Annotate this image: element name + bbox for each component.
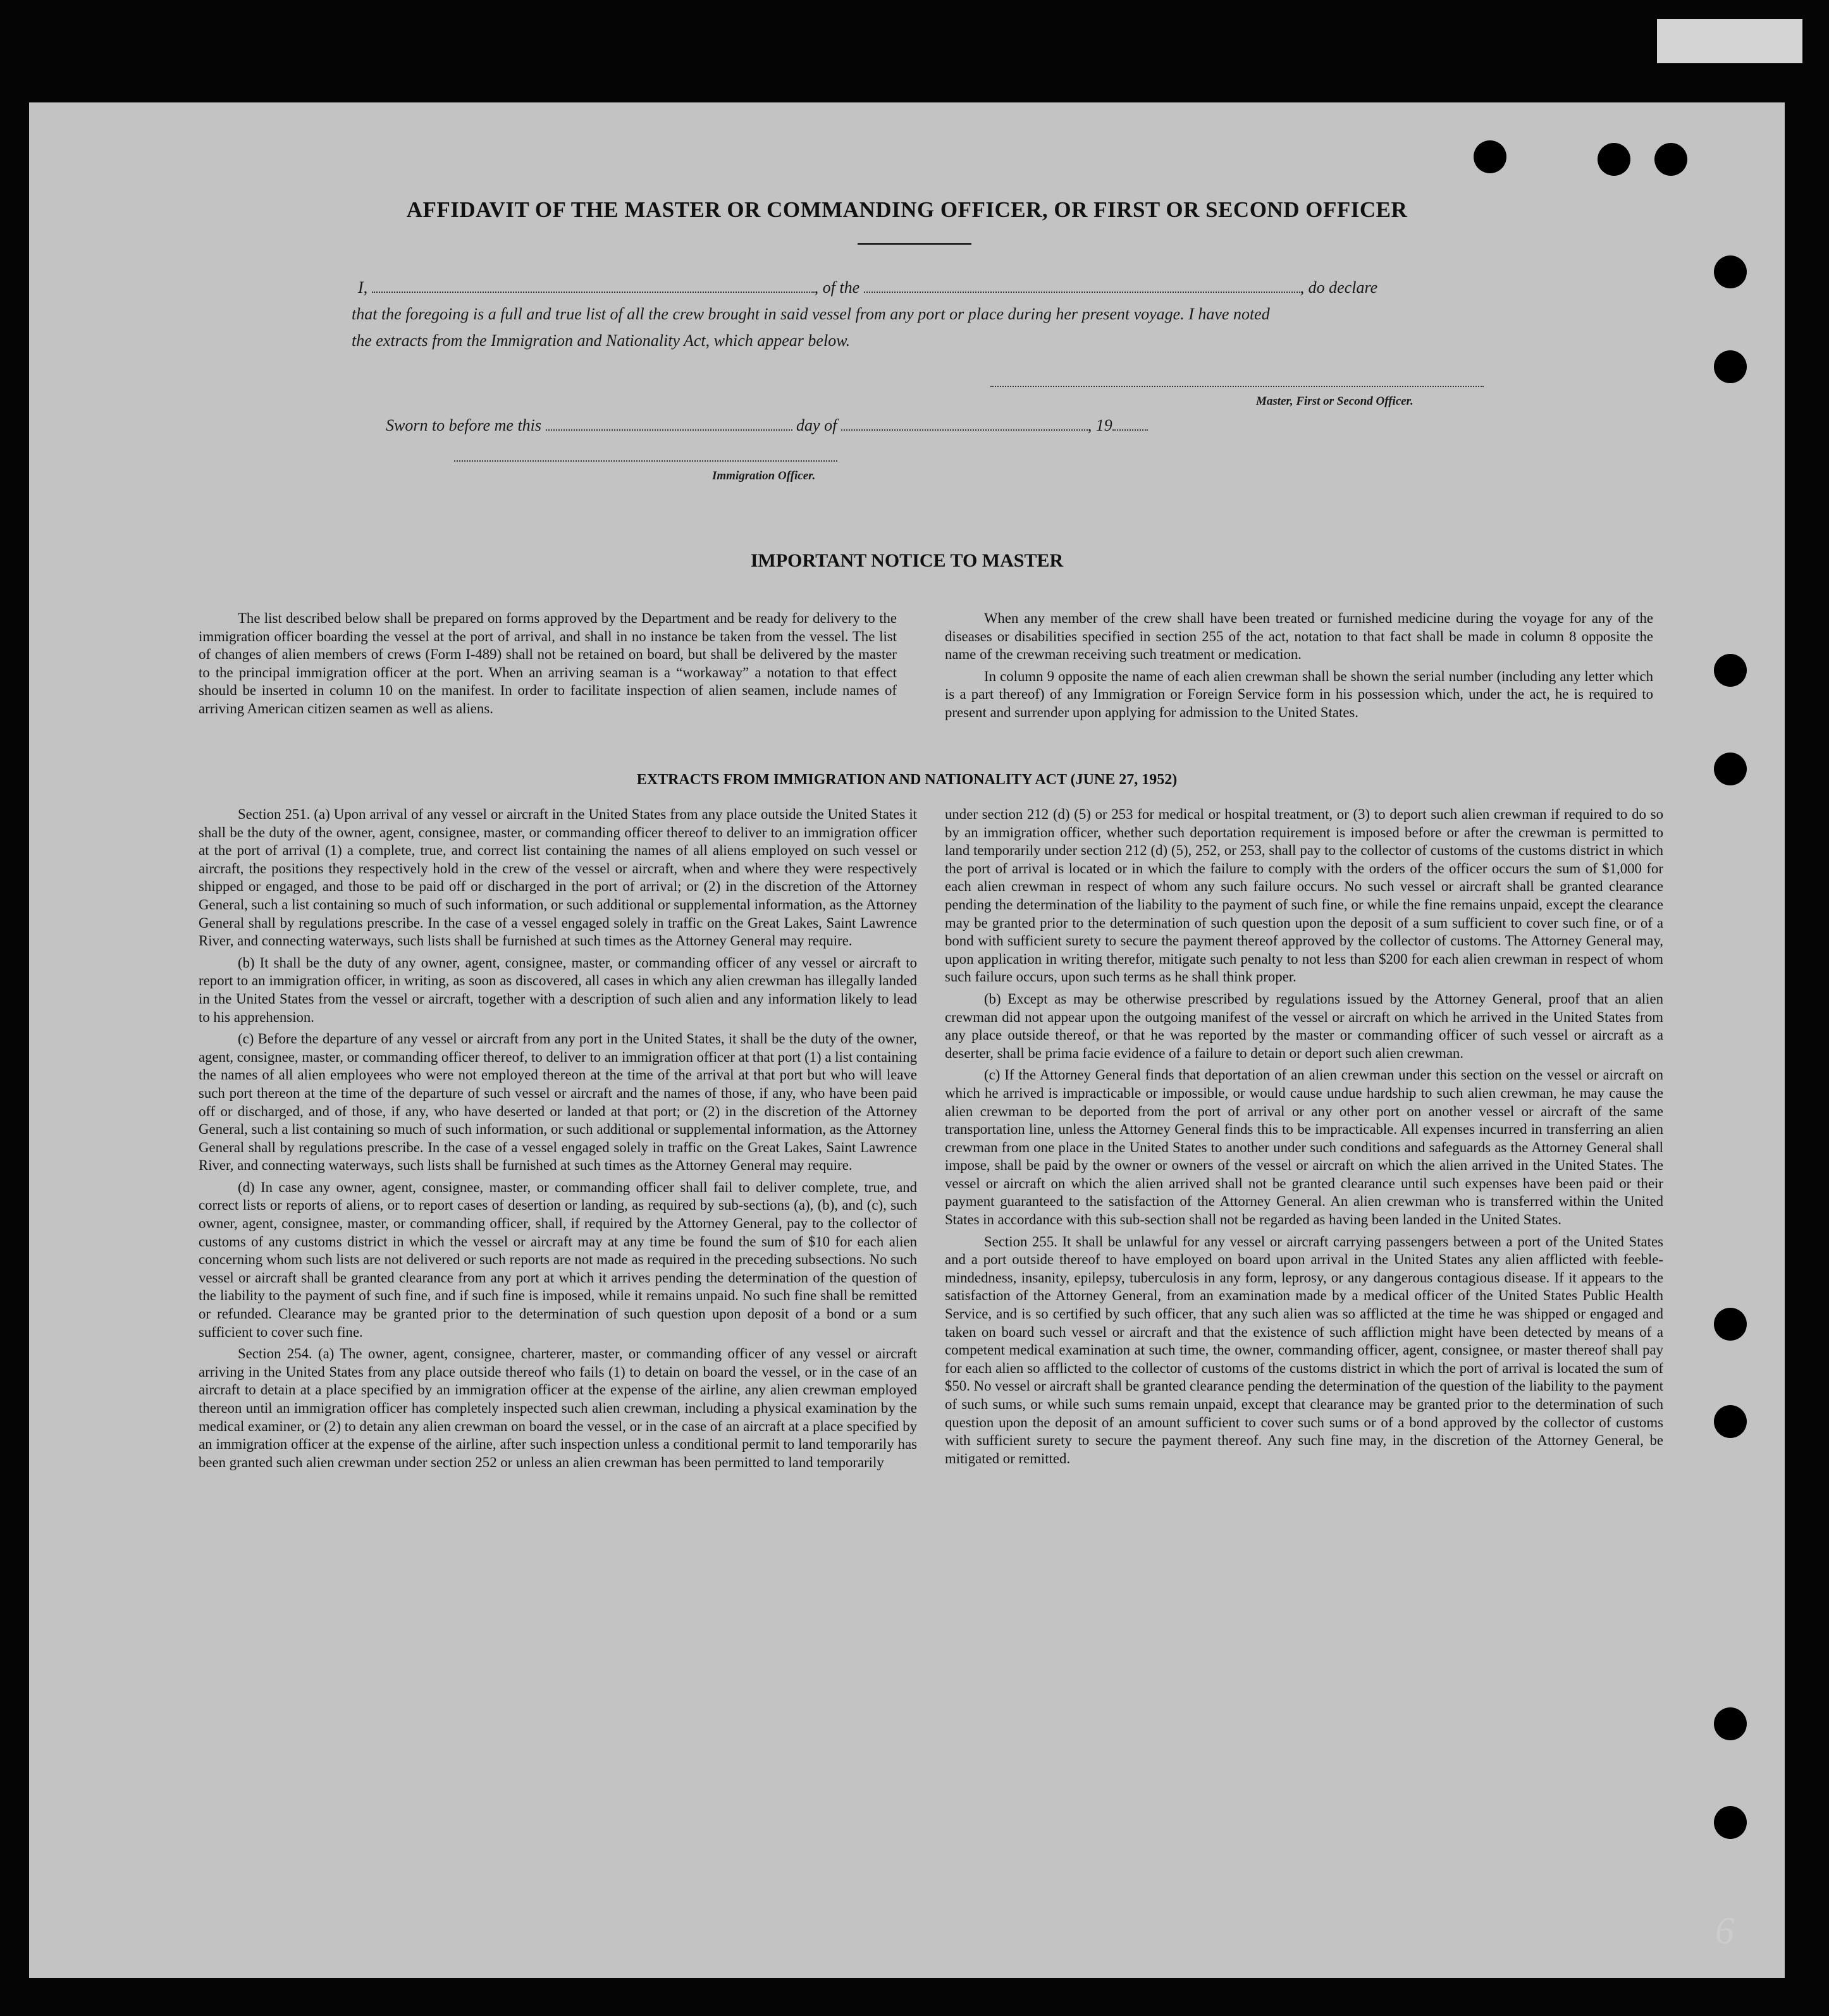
section-254-c: (c) If the Attorney General finds that deportation of an alien crewman under this section on the vessel or aircraft on which he arrived is impracticable or impossible, or would cause undue hardship to such alien crewman, he may cause the alien crewman to be deported from the port of arrival or any other port on another vessel or aircraft of the same transportation line, unless the Attorney General finds this to be impracticable. All expenses incurred in transferring an alien crewman from one place in the United States to another under such conditions and safeguards as the Attorney General shall impose, shall be paid by the owner or owners of the vessel or aircraft on which the alien arrived in the United States. The vessel or aircraft on which the alien arrived shall not be granted clearance until such expenses have been paid or their payment guaranteed to the satisfaction of the Attorney General. An alien crewman who is transferred within the United States in accordance with this sub-section shall not be regarded as having been landed in the United States. bbox=[945, 1067, 1663, 1228]
punch-hole bbox=[1714, 1806, 1747, 1839]
extracts-left-column bbox=[199, 806, 917, 1475]
handwritten-page-mark: 6 bbox=[1715, 1910, 1734, 1951]
section-254-a-continued: under section 212 (d) (5) or 253 for medical or hospital treatment, or (3) to deport such alien crewman if required to do so by an immigration officer, whether such deportation requirement is imposed before or after the crewman is permitted to land temporarily under section 212 (d) (5), 252, or 253, shall pay to the collector of customs of the customs district in which the port of arrival is located or in which the failure to comply with the orders of the officer occurs the sum of $1,000 for each alien crewman in respect of whom any such failure occurs. No such vessel or aircraft shall be granted clearance pending the determination of the liability to the payment of such fine, or while the fine remains unpaid, except the clearance may be granted prior to the determination of such question upon the deposit of a sum sufficient to cover such fine, or of a bond with sufficient surety to secure the payment thereof approved by the collector of customs. The Attorney General may, upon application in writing therefor, mitigate such penalty to not less than $200 for each alien crewman in respect of whom such failure occurs, upon such terms as he shall think proper. bbox=[945, 806, 1663, 985]
notice-right-paragraph-2: In column 9 opposite the name of each alien crewman shall be shown the serial number (including any letter which is a part thereof) of any Immigration or Foreign Service form in his possession which, under the act, he is required to present and surrender upon applying for admission to the United States. bbox=[945, 668, 1653, 720]
title-underline bbox=[858, 243, 971, 245]
sworn-year-field[interactable] bbox=[1112, 421, 1148, 431]
vessel-field-line[interactable] bbox=[864, 283, 1300, 293]
extracts-right-column bbox=[945, 806, 1663, 1472]
section-254-a: Section 254. (a) The owner, agent, consignee, charterer, master, or commanding officer of any vessel or aircraft arriving in the United States from any place outside thereof who fails (1) to detain on board the vessel, or in the case of an aircraft to detain at a place specified by an immigration officer at the expense of the airline, any alien crewman employed thereon until an immigration officer has completely inspected such alien crewman, including a physical examination by the medical examiner, or (2) to detain any alien crewman on board the vessel, or in the case of an aircraft at a place specified by an immigration officer at the expense of the airline, after such inspection unless a conditional permit to land temporarily has been granted such alien crewman under section 252 or unless an alien crewman has been permitted to land temporarily bbox=[199, 1346, 917, 1470]
punch-hole bbox=[1598, 143, 1630, 176]
notice-left-column bbox=[199, 610, 897, 722]
year-label: 19 bbox=[1095, 416, 1112, 434]
document-page bbox=[29, 102, 1785, 1978]
punch-hole bbox=[1714, 654, 1747, 687]
sworn-month-field[interactable] bbox=[841, 421, 1088, 431]
extracts-title: EXTRACTS FROM IMMIGRATION AND NATIONALITY ACT (JUNE 27, 1952) bbox=[636, 771, 1178, 788]
notice-title: IMPORTANT NOTICE TO MASTER bbox=[750, 550, 1064, 571]
section-254-b: (b) Except as may be otherwise prescribed by regulations issued by the Attorney General, proof that an alien crewman did not appear upon the outgoing manifest of the vessel or aircraft on which he arrived in the United States from any place outside thereof, or that he was reported by the master or commanding officer of such vessel or aircraft as a deserter, shall be prima facie evidence of a failure to detain or deport such alien crewman. bbox=[945, 990, 1663, 1061]
affidavit-title: AFFIDAVIT OF THE MASTER OR COMMANDING OFFICER, OR FIRST OR SECOND OFFICER bbox=[406, 197, 1408, 222]
immigration-officer-signature-line[interactable] bbox=[454, 460, 837, 462]
name-field-line[interactable] bbox=[372, 283, 815, 293]
sworn-day-field[interactable] bbox=[546, 421, 792, 431]
punch-hole bbox=[1714, 255, 1747, 288]
declaration-line bbox=[358, 278, 1515, 297]
notice-right-paragraph-1: When any member of the crew shall have been treated or furnished medicine during the voyage for any of the diseases or disabilities specified in section 255 of the act, notation to that fact shall be made in column 8 opposite the name of the crewman receiving such treatment or medication. bbox=[945, 610, 1653, 663]
day-of-label: day of bbox=[796, 416, 837, 434]
section-251-b: (b) It shall be the duty of any owner, agent, consignee, master, or commanding officer of any vessel or aircraft to report to an immigration officer, in writing, as soon as discovered, all cases in which any alien crewman has illegally landed in the United States from the vessel or aircraft, together with a description of such alien and any information likely to lead to his apprehension. bbox=[199, 954, 917, 1025]
sworn-line: Sworn to before me this day of , 19 bbox=[386, 416, 1271, 435]
i-label: I, bbox=[358, 278, 368, 297]
master-signature-line[interactable] bbox=[990, 386, 1484, 387]
declare-label: , do declare bbox=[1300, 278, 1378, 297]
section-251-d: (d) In case any owner, agent, consignee, master, or commanding officer shall fail to deliver complete, true, and correct lists or reports of aliens, or to report cases of desertion or landing, as required by sub-sections (a), (b), and (c), such owner, agent, consignee, master, or commanding officer, shall, if required by the Attorney General, pay to the collector of customs of any customs district in which the vessel or aircraft may at any time be found the sum of $10 for each alien concerning whom such lists are not delivered or such reports are not made as required in the preceding subsections. No such vessel or aircraft shall be granted clearance from any port at which it arrives pending the determination of the question of the liability to the payment of such fine, and if such fine is imposed, while it remains unpaid. No such fine shall be remitted or refunded. Clearance may be granted prior to the determination of such question upon deposit of a bond or a sum sufficient to cover such fine. bbox=[199, 1179, 917, 1340]
scan-edge-light-area bbox=[1657, 19, 1802, 63]
master-signature-caption: Master, First or Second Officer. bbox=[1256, 395, 1413, 408]
section-255: Section 255. It shall be unlawful for any vessel or aircraft carrying passengers between a port of the United States and a port outside thereof to have employed on board upon arrival in the United States any alien afflicted with feeble-mindedness, insanity, epilepsy, tuberculosis in any form, leprosy, or any dangerous contagious disease. If it appears to the satisfaction of the Attorney General, from an examination made by a medical officer of the United States Public Health Service, and is so certified by such officer, that any such alien was so afflicted at the time he was shipped or engaged and taken on board such vessel or aircraft and that the existence of such affliction might have been detected by means of a competent medical examination at such time, the owner, commanding officer, agent, consignee, or master thereof shall pay for each alien so afflicted to the collector of customs of the customs district in which the port of arrival is located the sum of $50. No vessel or aircraft shall be granted clearance pending the determination of the question of the liability to the payment of such sums, or while such sums remain unpaid, except that clearance may be granted prior to the determination of such question upon the deposit of an amount sufficient to cover such sums or of a bond approved by the collector of customs with sufficient surety to secure the payment thereof. Any such fine may, in the discretion of the Attorney General, be mitigated or remitted. bbox=[945, 1233, 1663, 1466]
punch-hole bbox=[1654, 143, 1687, 176]
statement-line-1: that the foregoing is a full and true list of all the crew brought in said vessel from any port or place during her present voyage. I have noted bbox=[352, 305, 1270, 323]
statement-line-2: the extracts from the Immigration and Nationality Act, which appear below. bbox=[352, 331, 851, 350]
section-251-c: (c) Before the departure of any vessel or aircraft from any port in the United States, it shall be the duty of the owner, agent, consignee, master, or commanding officer thereof, to deliver to an immigration officer at that port (1) a list containing the names of all alien employees who were not employed thereon at the time of the arrival at that port but who will leave such port thereon at the time of the departure of such vessel or aircraft and the names of those, if any, who have been paid off or discharged, and of those, if any, who have deserted or landed at that port; or (2) in the discretion of the Attorney General, such a list containing so much of such information, or such additional or supplemental information, as the Attorney General shall by regulations prescribe. In the case of a vessel engaged solely in traffic on the Great Lakes, Saint Lawrence River, and connecting waterways, such lists shall be furnished at such times as the Attorney General may require. bbox=[199, 1031, 917, 1174]
immigration-officer-caption: Immigration Officer. bbox=[712, 469, 816, 482]
section-251-a: Section 251. (a) Upon arrival of any vessel or aircraft in the United States from any place outside the United States it shall be the duty of the owner, agent, consignee, master, or commanding officer thereof to deliver to an immigration officer at the port of arrival (1) a complete, true, and correct list containing the names of all aliens employed on such vessel or aircraft, the positions they respectively hold in the crew of the vessel or aircraft, when and where they were respectively shipped or engaged, and those to be paid off or discharged in the port of arrival; or (2) in the discretion of the Attorney General, such a list containing so much of such information, or such additional or supplemental information, as the Attorney General shall by regulations prescribe. In the case of a vessel engaged solely in traffic on the Great Lakes, Saint Lawrence River, and connecting waterways, such lists shall be furnished at such times as the Attorney General may require. bbox=[199, 806, 917, 949]
punch-hole bbox=[1474, 140, 1506, 173]
punch-hole bbox=[1714, 350, 1747, 383]
punch-hole bbox=[1714, 753, 1747, 785]
of-the-label: , of the bbox=[814, 278, 860, 297]
punch-hole bbox=[1714, 1308, 1747, 1341]
sworn-label: Sworn to before me this bbox=[386, 416, 542, 434]
punch-hole bbox=[1714, 1405, 1747, 1438]
notice-right-column bbox=[945, 610, 1653, 726]
notice-left-paragraph: The list described below shall be prepared on forms approved by the Department and be ready for delivery to the immigration officer boarding the vessel at the port of arrival, and shall in no instance be taken from the vessel. The list of changes of alien members of crews (Form I-489) shall not be retained on board, but shall be delivered by the master to the principal immigration officer at the port. When an arriving seaman is a “workaway” a notation to that effect should be inserted in column 10 on the manifest. In order to facilitate inspection of alien seamen, include names of arriving American citizen seamen as well as aliens. bbox=[199, 610, 897, 716]
punch-hole bbox=[1714, 1707, 1747, 1740]
